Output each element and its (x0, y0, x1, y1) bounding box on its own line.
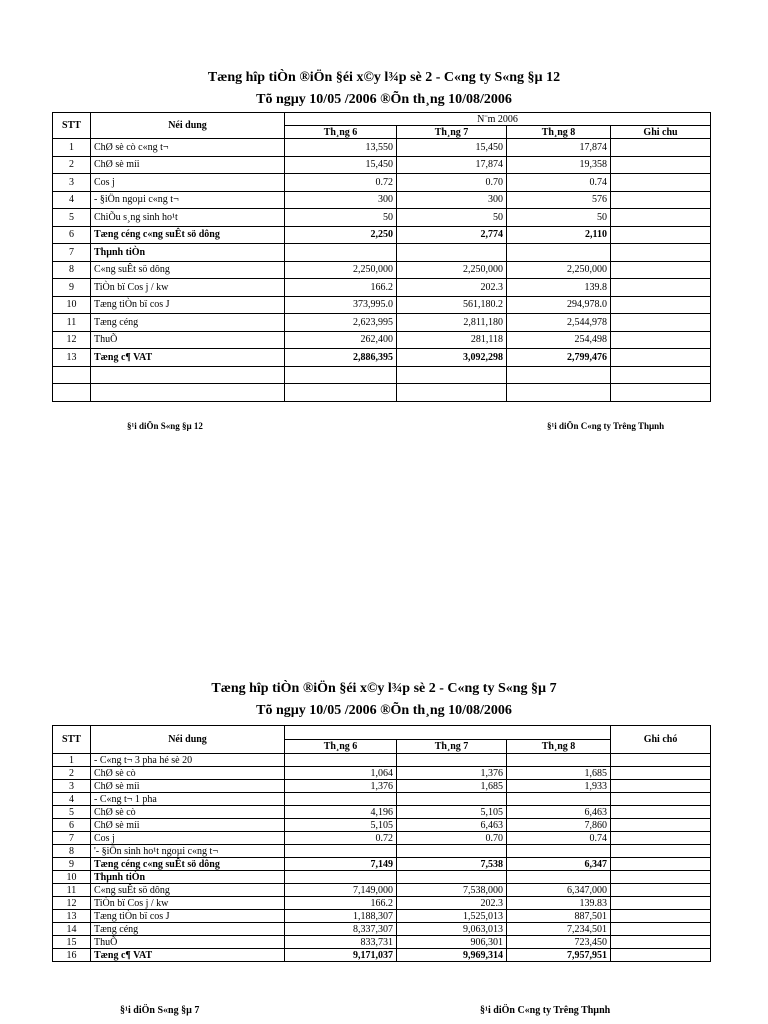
row-value: 1,525,013 (397, 910, 507, 923)
row-value (285, 244, 397, 262)
row-value: 17,874 (507, 139, 611, 157)
row-number: 10 (53, 871, 91, 884)
table-row (53, 819, 711, 832)
row-note (611, 858, 711, 871)
row-note (611, 139, 711, 157)
table-row (53, 923, 711, 936)
row-value: 50 (507, 209, 611, 227)
empty-cell (91, 366, 285, 384)
table-row-empty (53, 384, 711, 402)
row-value (397, 871, 507, 884)
row-value: 2,544,978 (507, 314, 611, 332)
row-note (611, 806, 711, 819)
row-value: 1,685 (507, 767, 611, 780)
row-note (611, 780, 711, 793)
row-number: 5 (53, 209, 91, 227)
row-number: 15 (53, 936, 91, 949)
row-value: 166.2 (285, 279, 397, 297)
header-stt: STT (53, 113, 91, 139)
row-note (611, 209, 711, 227)
row-value: 2,774 (397, 226, 507, 244)
table-row (53, 949, 711, 962)
row-number: 11 (53, 314, 91, 332)
empty-cell (611, 384, 711, 402)
row-value: 576 (507, 191, 611, 209)
header-month-6: Th¸ng 6 (285, 126, 397, 139)
row-label: ChØ sè cò c«ng t¬ (91, 139, 285, 157)
header-month-7: Th¸ng 7 (397, 126, 507, 139)
row-label: ChØ sè míi (91, 819, 285, 832)
row-value: 300 (285, 191, 397, 209)
row-value: 7,234,501 (507, 923, 611, 936)
header-content: Néi dung (91, 113, 285, 139)
row-label: Thµnh tiÒn (91, 871, 285, 884)
row-note (611, 897, 711, 910)
table-row (53, 910, 711, 923)
header-note: Ghi chu (611, 126, 711, 139)
row-number: 6 (53, 819, 91, 832)
header-month-8: Th¸ng 8 (507, 126, 611, 139)
row-value: 561,180.2 (397, 296, 507, 314)
table-row (53, 261, 711, 279)
table-row (53, 139, 711, 157)
row-value: 3,092,298 (397, 349, 507, 367)
row-label: Thµnh tiÒn (91, 244, 285, 262)
table-row (53, 897, 711, 910)
row-value: 2,623,995 (285, 314, 397, 332)
row-value: 833,731 (285, 936, 397, 949)
row-value: 294,978.0 (507, 296, 611, 314)
row-value: 0.74 (507, 832, 611, 845)
row-label: Tæng tiÒn bï cos J (91, 910, 285, 923)
row-label: Tæng c¶ VAT (91, 949, 285, 962)
row-label: - §iÖn ngoµi c«ng t¬ (91, 191, 285, 209)
row-label: ChiÕu s¸ng sinh ho¹t (91, 209, 285, 227)
row-value: 5,105 (397, 806, 507, 819)
row-value: 6,347 (507, 858, 611, 871)
doc2-sign-right: §¹i diÖn C«ng ty Trêng Thµnh (480, 1005, 611, 1016)
row-number: 5 (53, 806, 91, 819)
table-row-empty (53, 366, 711, 384)
row-label: Cos j (91, 174, 285, 192)
row-value: 139.8 (507, 279, 611, 297)
table-row (53, 858, 711, 871)
row-number: 14 (53, 923, 91, 936)
row-value: 7,957,951 (507, 949, 611, 962)
row-value: 7,149 (285, 858, 397, 871)
row-value: 906,301 (397, 936, 507, 949)
row-number: 3 (53, 780, 91, 793)
header-stt: STT (53, 726, 91, 754)
empty-cell (53, 384, 91, 402)
doc1-title: Tæng hîp tiÒn ®iÖn §éi x©y l¾p sè 2 - C«ng ty S«ng §µ 12 (207, 70, 561, 85)
row-note (611, 819, 711, 832)
row-label: C«ng suÊt sö dông (91, 884, 285, 897)
header-blank (285, 726, 611, 740)
row-label: C«ng suÊt sö dông (91, 261, 285, 279)
row-number: 2 (53, 156, 91, 174)
row-number: 12 (53, 331, 91, 349)
empty-cell (397, 366, 507, 384)
row-note (611, 832, 711, 845)
row-value: 202.3 (397, 897, 507, 910)
table-row (53, 174, 711, 192)
row-note (611, 244, 711, 262)
row-note (611, 331, 711, 349)
row-value: 15,450 (285, 156, 397, 174)
table-row (53, 331, 711, 349)
row-note (611, 845, 711, 858)
row-value: 1,376 (285, 780, 397, 793)
row-value: 262,400 (285, 331, 397, 349)
row-number: 1 (53, 754, 91, 767)
row-note (611, 261, 711, 279)
row-value: 1,933 (507, 780, 611, 793)
row-value (507, 871, 611, 884)
table-row (53, 832, 711, 845)
row-number: 4 (53, 793, 91, 806)
row-value: 723,450 (507, 936, 611, 949)
header-year: N¨m 2006 (285, 113, 711, 126)
row-number: 11 (53, 884, 91, 897)
row-value: 0.70 (397, 174, 507, 192)
table-row (53, 754, 711, 767)
empty-cell (285, 366, 397, 384)
doc1-sign-left: §¹i diÖn S«ng §µ 12 (127, 421, 203, 431)
row-number: 9 (53, 279, 91, 297)
row-value (397, 754, 507, 767)
row-label: '- §iÖn sinh ho¹t ngoµi c«ng t¬ (91, 845, 285, 858)
row-value: 50 (397, 209, 507, 227)
table-row (53, 845, 711, 858)
row-value: 9,063,013 (397, 923, 507, 936)
row-note (611, 296, 711, 314)
row-note (611, 767, 711, 780)
row-label: Tæng tiÒn bï cos J (91, 296, 285, 314)
table-row (53, 806, 711, 819)
table-row (53, 209, 711, 227)
table-row (53, 226, 711, 244)
row-number: 13 (53, 910, 91, 923)
row-value: 202.3 (397, 279, 507, 297)
row-value: 8,337,307 (285, 923, 397, 936)
empty-cell (507, 384, 611, 402)
row-note (611, 349, 711, 367)
table-row (53, 871, 711, 884)
table-row (53, 349, 711, 367)
row-value (285, 793, 397, 806)
table-row (53, 191, 711, 209)
row-value: 6,463 (397, 819, 507, 832)
row-number: 9 (53, 858, 91, 871)
row-value: 5,105 (285, 819, 397, 832)
table-row (53, 314, 711, 332)
row-note (611, 793, 711, 806)
row-value: 13,550 (285, 139, 397, 157)
row-note (611, 923, 711, 936)
doc2-title: Tæng hîp tiÒn ®iÖn §éi x©y l¾p sè 2 - C«ng ty S«ng §µ 7 (211, 681, 557, 696)
row-note (611, 910, 711, 923)
row-value: 300 (397, 191, 507, 209)
table-row (53, 156, 711, 174)
row-label: Cos j (91, 832, 285, 845)
row-value: 6,347,000 (507, 884, 611, 897)
row-label: Tæng céng c«ng suÊt sö dông (91, 858, 285, 871)
empty-cell (53, 366, 91, 384)
row-value: 887,501 (507, 910, 611, 923)
row-value: 166.2 (285, 897, 397, 910)
table-row (53, 936, 711, 949)
row-value (397, 244, 507, 262)
row-value: 2,886,395 (285, 349, 397, 367)
table-row (53, 244, 711, 262)
row-number: 13 (53, 349, 91, 367)
empty-cell (91, 384, 285, 402)
row-label: ChØ sè míi (91, 156, 285, 174)
row-value: 1,064 (285, 767, 397, 780)
row-number: 7 (53, 832, 91, 845)
header-note: Ghi chó (611, 726, 711, 754)
row-value: 373,995.0 (285, 296, 397, 314)
row-number: 6 (53, 226, 91, 244)
header-month-7: Th¸ng 7 (397, 740, 507, 754)
row-value: 6,463 (507, 806, 611, 819)
row-label: - C«ng t¬ 1 pha (91, 793, 285, 806)
row-number: 10 (53, 296, 91, 314)
row-value: 1,188,307 (285, 910, 397, 923)
row-value: 7,860 (507, 819, 611, 832)
row-value: 139.83 (507, 897, 611, 910)
row-value: 0.72 (285, 174, 397, 192)
row-value (507, 244, 611, 262)
row-note (611, 314, 711, 332)
row-value: 2,110 (507, 226, 611, 244)
row-value: 7,538 (397, 858, 507, 871)
row-value: 2,250 (285, 226, 397, 244)
table-row (53, 884, 711, 897)
row-label: TiÒn bï Cos j / kw (91, 897, 285, 910)
row-value: 50 (285, 209, 397, 227)
row-note (611, 279, 711, 297)
row-number: 4 (53, 191, 91, 209)
row-value: 7,538,000 (397, 884, 507, 897)
row-number: 2 (53, 767, 91, 780)
row-value (507, 793, 611, 806)
row-note (611, 884, 711, 897)
row-value (285, 871, 397, 884)
row-label: ChØ sè cò (91, 806, 285, 819)
row-number: 3 (53, 174, 91, 192)
table-row (53, 780, 711, 793)
row-number: 1 (53, 139, 91, 157)
row-number: 8 (53, 261, 91, 279)
row-note (611, 174, 711, 192)
row-value: 19,358 (507, 156, 611, 174)
row-value (397, 793, 507, 806)
doc1-subtitle: Tõ ngµy 10/05 /2006 ®Õn th¸ng 10/08/2006 (256, 92, 512, 107)
table-row (53, 279, 711, 297)
row-label: Tæng céng (91, 923, 285, 936)
row-value: 2,250,000 (285, 261, 397, 279)
row-note (611, 226, 711, 244)
row-label: - C«ng t¬ 3 pha hé sè 20 (91, 754, 285, 767)
table-row (53, 767, 711, 780)
row-value: 1,376 (397, 767, 507, 780)
header-month-6: Th¸ng 6 (285, 740, 397, 754)
row-note (611, 871, 711, 884)
header-month-8: Th¸ng 8 (507, 740, 611, 754)
row-label: ThuÕ (91, 331, 285, 349)
row-value: 2,250,000 (397, 261, 507, 279)
row-value: 7,149,000 (285, 884, 397, 897)
empty-cell (285, 384, 397, 402)
table-row (53, 793, 711, 806)
empty-cell (397, 384, 507, 402)
doc2-sign-left: §¹i diÖn S«ng §µ 7 (120, 1005, 200, 1016)
header-content: Néi dung (91, 726, 285, 754)
row-label: TiÒn bï Cos j / kw (91, 279, 285, 297)
row-number: 12 (53, 897, 91, 910)
row-value: 0.74 (507, 174, 611, 192)
row-label: Tæng céng c«ng suÊt sö dông (91, 226, 285, 244)
row-value: 281,118 (397, 331, 507, 349)
row-value: 1,685 (397, 780, 507, 793)
empty-cell (611, 366, 711, 384)
row-value: 0.70 (397, 832, 507, 845)
doc1-sign-right: §¹i diÖn C«ng ty Trêng Thµnh (547, 421, 665, 431)
row-note (611, 949, 711, 962)
row-value: 17,874 (397, 156, 507, 174)
row-value (285, 845, 397, 858)
row-value: 4,196 (285, 806, 397, 819)
row-value (507, 845, 611, 858)
empty-cell (507, 366, 611, 384)
doc2-table (52, 725, 711, 962)
row-value: 2,250,000 (507, 261, 611, 279)
doc2-subtitle: Tõ ngµy 10/05 /2006 ®Õn th¸ng 10/08/2006 (256, 703, 512, 718)
row-number: 7 (53, 244, 91, 262)
row-value: 2,799,476 (507, 349, 611, 367)
row-note (611, 191, 711, 209)
row-value: 2,811,180 (397, 314, 507, 332)
row-note (611, 936, 711, 949)
row-value (285, 754, 397, 767)
row-value: 0.72 (285, 832, 397, 845)
row-number: 16 (53, 949, 91, 962)
row-value: 9,171,037 (285, 949, 397, 962)
row-value (397, 845, 507, 858)
row-value (507, 754, 611, 767)
row-number: 8 (53, 845, 91, 858)
row-note (611, 156, 711, 174)
row-value: 254,498 (507, 331, 611, 349)
row-value: 9,969,314 (397, 949, 507, 962)
row-note (611, 754, 711, 767)
row-label: Tæng céng (91, 314, 285, 332)
row-label: ChØ sè míi (91, 780, 285, 793)
row-label: ChØ sè cò (91, 767, 285, 780)
row-value: 15,450 (397, 139, 507, 157)
row-label: Tæng c¶ VAT (91, 349, 285, 367)
table-row (53, 296, 711, 314)
row-label: ThuÕ (91, 936, 285, 949)
doc1-table (52, 112, 711, 402)
